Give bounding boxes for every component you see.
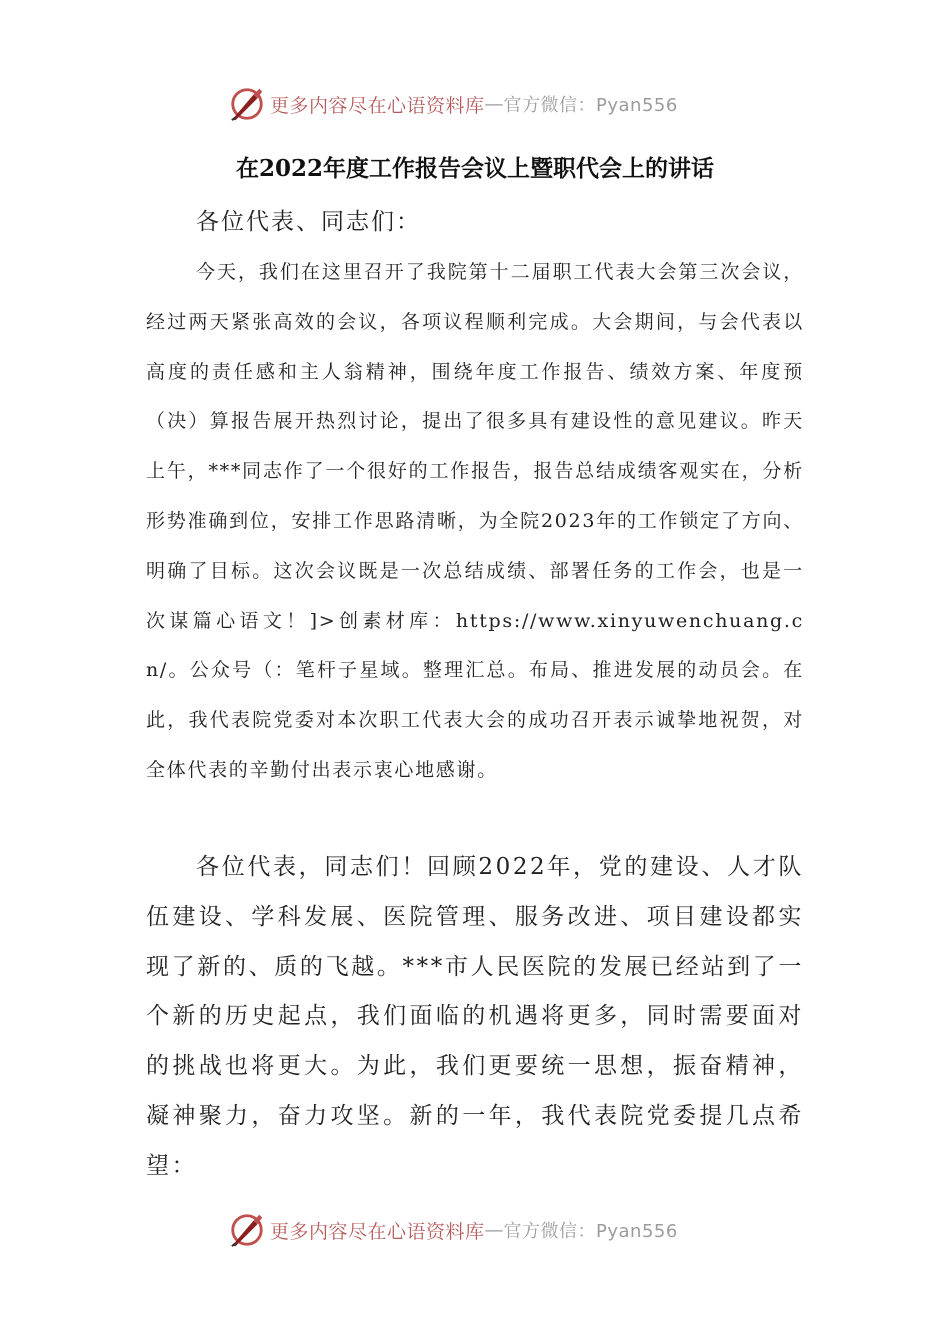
watermark-account: 官方微信：Pyan556	[503, 1221, 678, 1242]
watermark-text: 更多内容尽在心语资料库	[270, 1220, 485, 1243]
pen-logo-icon	[228, 1211, 266, 1249]
salutation: 各位代表、同志们：	[196, 209, 421, 235]
watermark-dash: —	[484, 1219, 504, 1241]
paragraph-2: 各位代表，同志们！回顾2022年，党的建设、人才队伍建设、学科发展、医院管理、服务改进、项目建设都实现了新的、质的飞越。***市人民医院的发展已经站到了一个新的历史起点，我们面临的机遇将更多，同时需要面对的挑战也将更大。为此，我们更要统一思想，振奋精神，凝神聚力，奋力攻坚。新的一年，我代表院党委提几点希望：	[146, 854, 804, 1179]
pen-logo-icon	[228, 85, 266, 123]
footer-watermark	[228, 1210, 678, 1250]
paragraph-1: 今天，我们在这里召开了我院第十二届职工代表大会第三次会议，经过两天紧张高效的会议，各项议程顺利完成。大会期间，与会代表以高度的责任感和主人翁精神，围绕年度工作报告、绩效方案、年度预（决）算报告展开热烈讨论，提出了很多具有建设性的意见建议。昨天上午，***同志作了一个很好的工作报告，报告总结成绩客观实在，分析形势准确到位，安排工作思路清晰，为全院2023年的工作锁定了方向、明确了目标。这次会议既是一次总结成绩、部署任务的工作会，也是一次谋篇心语文！]>创素材库：https://www.xinyuwenchuang.cn/。公众号（：笔杆子星域。整理汇总。布局、推进发展的动员会。在此，我代表院党委对本次职工代表大会的成功召开表示诚挚地祝贺，对全体代表的辛勤付出表示衷心地感谢。	[146, 261, 804, 781]
watermark-text: 更多内容尽在心语资料库	[270, 94, 485, 117]
watermark-account: 官方微信：Pyan556	[503, 95, 678, 116]
watermark-dash: —	[484, 93, 504, 115]
header-watermark	[228, 84, 678, 124]
document-title: 在2022年度工作报告会议上暨职代会上的讲话	[235, 155, 714, 182]
